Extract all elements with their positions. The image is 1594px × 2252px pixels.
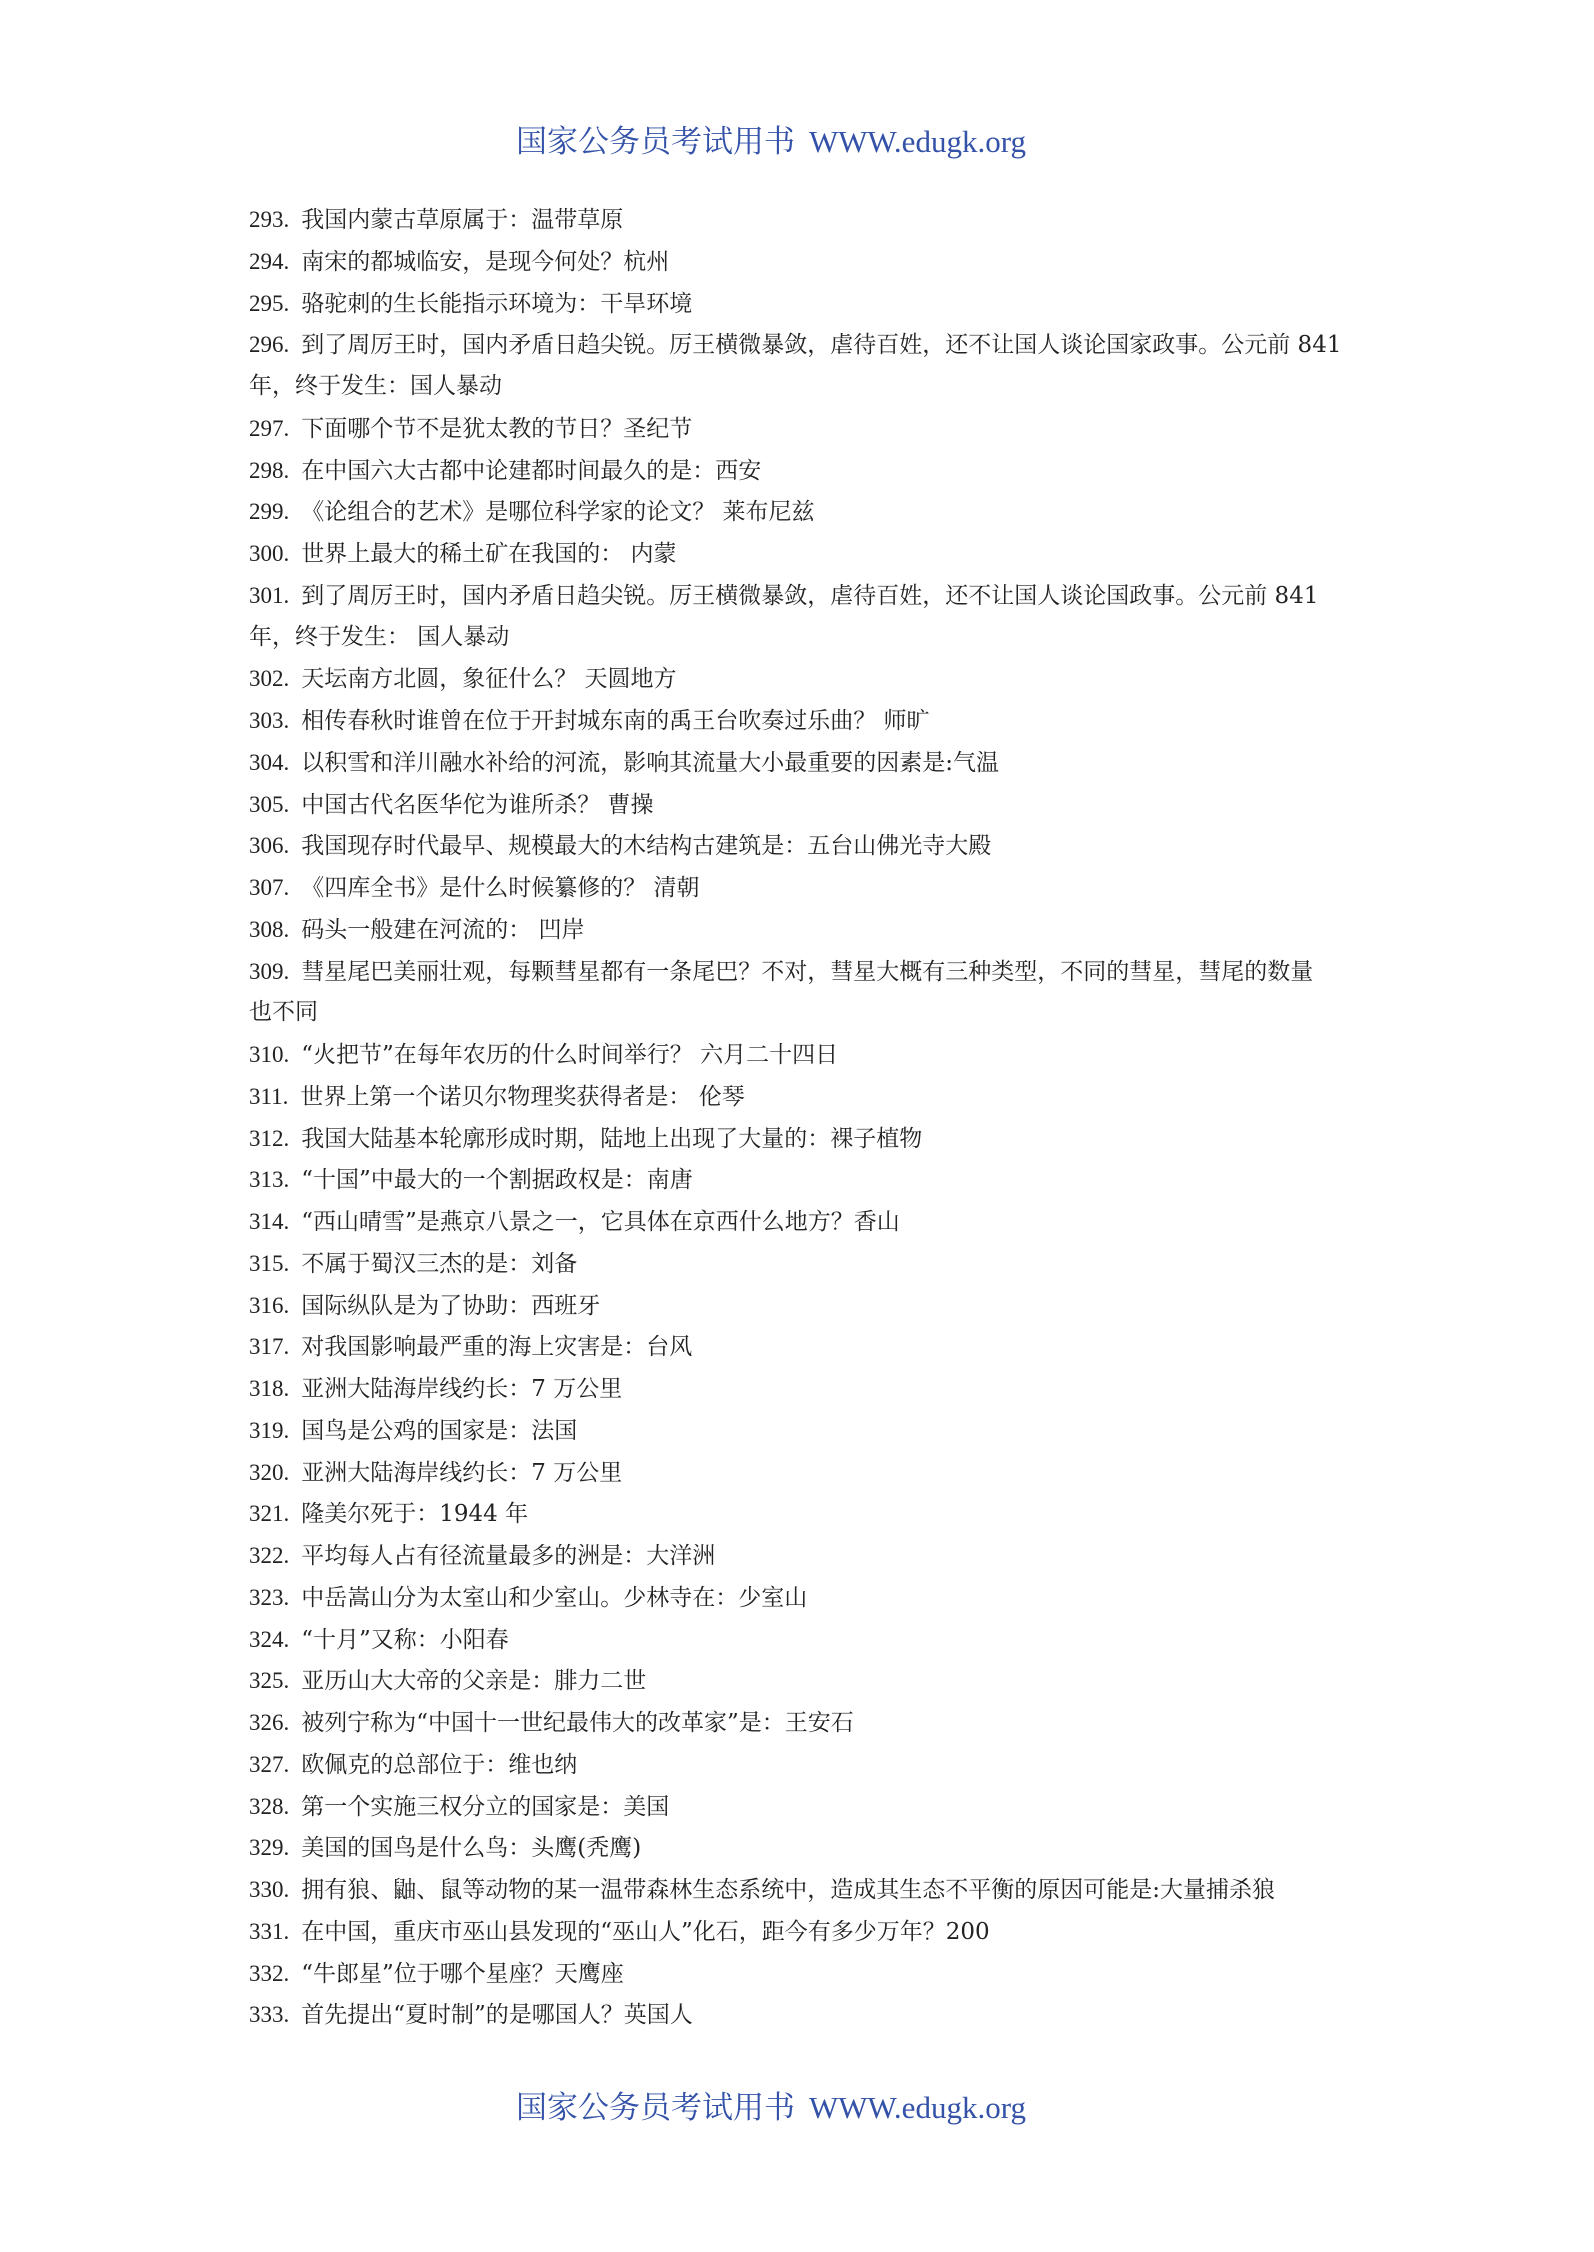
item-number: 331.: [249, 1918, 290, 1944]
list-item: [249, 1452, 1364, 1494]
item-text: 被列宁称为“中国十一世纪最伟大的改革家”是：王安石: [301, 1710, 854, 1736]
list-item: [249, 1285, 1364, 1327]
item-text: “十国”中最大的一个割据政权是：南唐: [301, 1167, 693, 1194]
item-text: 南宋的都城临安，是现今何处？杭州: [301, 248, 670, 275]
list-item-line: [249, 742, 1364, 784]
item-number: 320.: [249, 1459, 290, 1485]
item-number: 309.: [249, 958, 290, 984]
item-text: “火把节”在每年农历的什么时间举行？ 六月二十四日: [301, 1042, 839, 1068]
footer-title: 国家公务员考试用书: [516, 2090, 795, 2126]
item-text: 欧佩克的总部位于：维也纳: [301, 1751, 578, 1778]
list-item: [249, 784, 1364, 826]
list-item: [249, 1827, 1364, 1869]
list-item-line: [249, 1076, 1364, 1118]
item-continuation: 年，终于发生：国人暴动: [249, 373, 502, 399]
item-text: 国际纵队是为了协助：西班牙: [301, 1292, 601, 1319]
item-text: 相传春秋时谁曾在位于开封城东南的禹王台吹奏过乐曲？ 师旷: [301, 708, 930, 734]
list-item-line: [249, 1744, 1364, 1786]
item-text: 拥有狼、鼬、鼠等动物的某一温带森林生态系统中，造成其生态不平衡的原因可能是:大量捕杀狼: [301, 1877, 1275, 1903]
list-item: [249, 951, 1364, 1035]
list-item: [249, 199, 1364, 241]
list-item-line: [249, 1535, 1364, 1577]
list-item-line: [249, 1827, 1364, 1869]
item-text: “十月”又称：小阳春: [301, 1626, 509, 1653]
item-text: 不属于蜀汉三杰的是：刘备: [301, 1250, 578, 1277]
list-item-line: [249, 324, 1364, 366]
list-item: [249, 408, 1364, 450]
item-number: 317.: [249, 1334, 290, 1360]
list-item: [249, 324, 1364, 408]
list-item-line: [249, 658, 1364, 700]
list-item: [249, 658, 1364, 700]
item-text: 在中国六大古都中论建都时间最久的是：西安: [301, 457, 762, 484]
item-text: 亚洲大陆海岸线约长：7 万公里: [301, 1459, 623, 1486]
list-item: [249, 241, 1364, 283]
list-item-line: [249, 1869, 1364, 1911]
item-text: 在中国，重庆市巫山县发现的“巫山人”化石，距今有多少万年？200: [301, 1918, 990, 1945]
list-item: [249, 1911, 1364, 1953]
item-number: 306.: [249, 833, 290, 859]
item-text: 世界上最大的稀土矿在我国的： 内蒙: [301, 541, 677, 567]
item-number: 332.: [249, 1960, 290, 1986]
item-text: 《四库全书》是什么时候纂修的？ 清朝: [301, 875, 700, 901]
item-number: 302.: [249, 666, 290, 692]
item-text: 天坛南方北圆，象征什么？ 天圆地方: [301, 666, 677, 693]
list-item: [249, 1368, 1364, 1410]
list-item-line: [249, 1577, 1364, 1619]
list-item-line: [249, 1410, 1364, 1452]
list-item: [249, 283, 1364, 325]
list-item: [249, 867, 1364, 909]
item-number: 310.: [249, 1042, 290, 1067]
item-text: 亚历山大大帝的父亲是：腓力二世: [301, 1668, 647, 1695]
item-text: “牛郎星”位于哪个星座？天鹰座: [301, 1960, 624, 1987]
item-text: 平均每人占有径流量最多的洲是：大洋洲: [301, 1543, 716, 1569]
list-item-line: [249, 1911, 1364, 1953]
item-number: 330.: [249, 1877, 290, 1902]
item-number: 313.: [249, 1167, 290, 1193]
list-item-line: [249, 199, 1364, 241]
list-item-line: [249, 575, 1364, 617]
list-item-line: [249, 1201, 1364, 1243]
item-number: 300.: [249, 541, 290, 566]
item-continuation: 年，终于发生： 国人暴动: [249, 623, 510, 650]
list-item: [249, 1118, 1364, 1160]
list-item-line: [249, 1786, 1364, 1828]
list-item: [249, 1953, 1364, 1995]
item-text: 到了周厉王时，国内矛盾日趋尖锐。厉王横微暴敛，虐待百姓，还不让国人谈论国政事。公元前 841: [301, 582, 1319, 609]
item-number: 296.: [249, 332, 290, 358]
list-item: [249, 533, 1364, 575]
list-item: [249, 825, 1364, 867]
list-item: [249, 909, 1364, 951]
list-item: [249, 450, 1364, 492]
item-number: 303.: [249, 708, 290, 733]
item-number: 293.: [249, 207, 290, 232]
list-item: [249, 1076, 1364, 1118]
item-number: 312.: [249, 1125, 290, 1151]
list-item: [249, 1159, 1364, 1201]
item-number: 321.: [249, 1501, 290, 1527]
list-item-line: [249, 1285, 1364, 1327]
item-number: 323.: [249, 1584, 290, 1610]
list-item-line: [249, 1118, 1364, 1160]
list-item: [249, 1702, 1364, 1744]
list-item: [249, 1660, 1364, 1702]
item-text: 彗星尾巴美丽壮观，每颗彗星都有一条尾巴？不对，彗星大概有三种类型，不同的彗星，彗尾的数量: [301, 958, 1314, 985]
item-number: 319.: [249, 1417, 290, 1443]
item-number: 314.: [249, 1209, 290, 1234]
list-item: [249, 700, 1364, 742]
list-item-line: [249, 1953, 1364, 1995]
item-text: 我国现存时代最早、规模最大的木结构古建筑是：五台山佛光寺大殿: [301, 833, 992, 860]
question-list: [249, 199, 1364, 2036]
list-item-line: [249, 1243, 1364, 1285]
item-text: 中岳嵩山分为太室山和少室山。少林寺在：少室山: [301, 1584, 808, 1611]
list-item: [249, 1410, 1364, 1452]
item-number: 304.: [249, 749, 290, 775]
list-item-line: [249, 825, 1364, 867]
item-number: 297.: [249, 415, 290, 441]
list-item-line: [249, 408, 1364, 450]
item-number: 308.: [249, 916, 290, 942]
page-header: [516, 120, 1026, 164]
item-number: 305.: [249, 791, 290, 817]
item-text: “西山晴雪”是燕京八景之一，它具体在京西什么地方？香山: [301, 1209, 900, 1235]
item-number: 307.: [249, 875, 290, 900]
list-item-line: [249, 1702, 1364, 1744]
list-item: [249, 1577, 1364, 1619]
list-item-line: [249, 951, 1364, 993]
item-number: 295.: [249, 290, 290, 316]
item-text: 我国大陆基本轮廓形成时期，陆地上出现了大量的：裸子植物: [301, 1125, 923, 1152]
list-item-line: [249, 533, 1364, 575]
item-number: 299.: [249, 499, 290, 525]
item-text: 中国古代名医华佗为谁所杀？ 曹操: [301, 791, 654, 818]
item-number: 315.: [249, 1250, 290, 1276]
header-title: 国家公务员考试用书: [516, 124, 795, 160]
header-site-url[interactable]: WWW.edugk.org: [809, 124, 1026, 159]
item-number: 333.: [249, 2002, 290, 2028]
item-text: 到了周厉王时，国内矛盾日趋尖锐。厉王横微暴敛，虐待百姓，还不让国人谈论国家政事。公元前 841: [301, 332, 1342, 359]
item-text: 第一个实施三权分立的国家是：美国: [301, 1793, 670, 1820]
list-item-line: [249, 241, 1364, 283]
list-item-line: [249, 491, 1364, 533]
footer-site-url[interactable]: WWW.edugk.org: [809, 2090, 1026, 2125]
item-text: 以积雪和洋川融水补给的河流，影响其流量大小最重要的因素是:气温: [301, 749, 999, 776]
page-footer: [516, 2086, 1026, 2130]
item-text: 下面哪个节不是犹太教的节日？圣纪节: [301, 415, 693, 442]
list-item-line: [249, 283, 1364, 325]
item-text: 美国的国鸟是什么鸟：头鹰(秃鹰): [301, 1835, 642, 1862]
item-number: 324.: [249, 1626, 290, 1652]
item-text: 对我国影响最严重的海上灾害是：台风: [301, 1334, 693, 1361]
item-text: 首先提出“夏时制”的是哪国人？英国人: [301, 2002, 693, 2029]
list-item: [249, 1493, 1364, 1535]
item-number: 325.: [249, 1668, 290, 1694]
list-item: [249, 1243, 1364, 1285]
list-item-line: [249, 450, 1364, 492]
list-item-line: [249, 1326, 1364, 1368]
item-text: 世界上第一个诺贝尔物理奖获得者是： 伦琴: [300, 1083, 745, 1110]
item-number: 316.: [249, 1292, 290, 1318]
list-item: [249, 491, 1364, 533]
list-item-line: [249, 1660, 1364, 1702]
item-continuation: 也不同: [249, 999, 318, 1026]
list-item: [249, 1619, 1364, 1661]
item-number: 301.: [249, 582, 290, 608]
list-item-line: [249, 1368, 1364, 1410]
list-item: [249, 1786, 1364, 1828]
list-item-line: [249, 700, 1364, 742]
item-text: 国鸟是公鸡的国家是：法国: [301, 1417, 578, 1444]
list-item: [249, 742, 1364, 784]
item-number: 329.: [249, 1835, 290, 1861]
list-item-line: [249, 784, 1364, 826]
list-item-line: [249, 909, 1364, 951]
list-item: [249, 575, 1364, 659]
list-item: [249, 1535, 1364, 1577]
list-item-line: [249, 1619, 1364, 1661]
list-item: [249, 1034, 1364, 1076]
list-item: [249, 1744, 1364, 1786]
item-number: 294.: [249, 248, 290, 274]
list-item: [249, 1869, 1364, 1911]
item-number: 318.: [249, 1376, 290, 1401]
item-text: 码头一般建在河流的： 凹岸: [301, 916, 585, 943]
list-item: [249, 1326, 1364, 1368]
item-text: 亚洲大陆海岸线约长：7 万公里: [301, 1376, 623, 1402]
item-number: 326.: [249, 1710, 290, 1735]
list-item-line: [249, 1034, 1364, 1076]
item-number: 328.: [249, 1793, 290, 1819]
list-item-line: [249, 1159, 1364, 1201]
item-text: 我国内蒙古草原属于：温带草原: [301, 207, 624, 233]
list-item: [249, 1201, 1364, 1243]
list-item-line: [249, 867, 1364, 909]
list-item-line: [249, 1994, 1364, 2036]
item-number: 311.: [249, 1083, 289, 1109]
item-text: 《论组合的艺术》是哪位科学家的论文？ 莱布尼兹: [301, 499, 815, 526]
list-item: [249, 1994, 1364, 2036]
list-item-line: [249, 1452, 1364, 1494]
item-text: 骆驼刺的生长能指示环境为：干旱环境: [301, 290, 693, 317]
item-number: 327.: [249, 1751, 290, 1777]
list-item-line: [249, 1493, 1364, 1535]
item-number: 298.: [249, 457, 290, 483]
item-text: 隆美尔死于：1944 年: [301, 1501, 529, 1528]
item-number: 322.: [249, 1543, 290, 1568]
